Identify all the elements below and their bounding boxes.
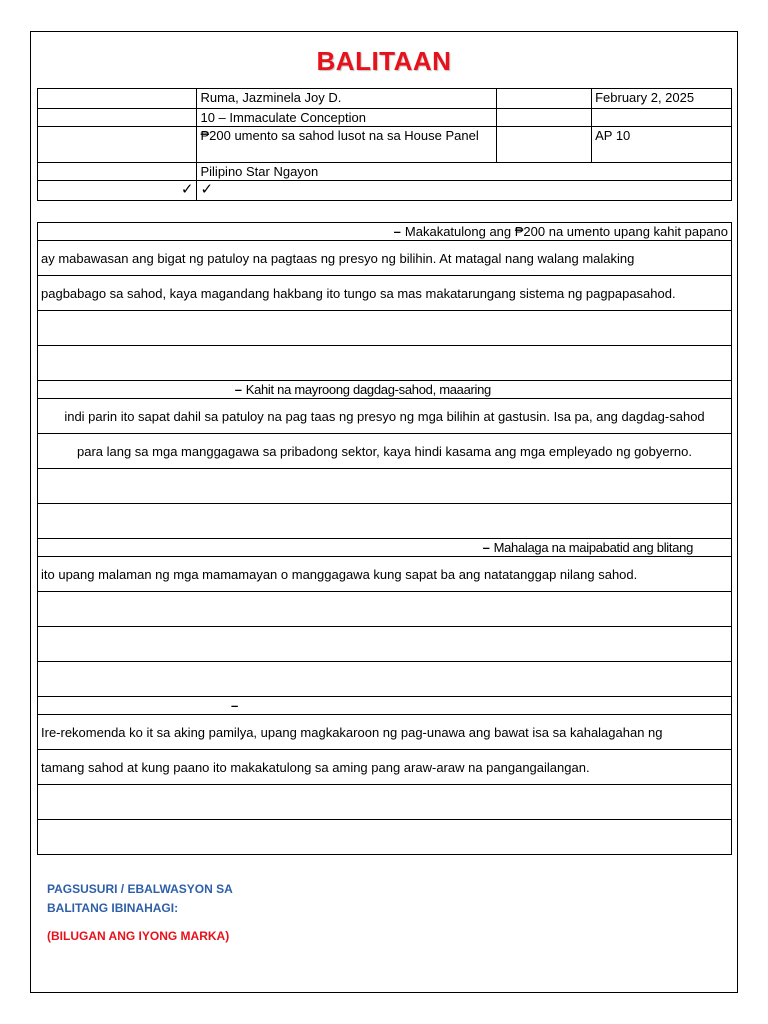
info-label-cell bbox=[38, 127, 197, 163]
dash-marker: – bbox=[234, 382, 242, 397]
evaluation-heading-line-2: BALITANG IBINAHAGI: bbox=[47, 901, 179, 915]
section-4-line-2: tamang sahod at kung paano ito makakatulong sa aming pang araw-araw na pangangailangan. bbox=[38, 750, 732, 785]
report-date: February 2, 2025 bbox=[592, 89, 732, 109]
info-label-cell bbox=[38, 163, 197, 181]
section-1-header bbox=[38, 223, 732, 241]
info-value-cell bbox=[592, 109, 732, 127]
blank-line bbox=[38, 311, 732, 346]
section-3-line-1: ito upang malaman ng mga mamamayan o manggagawa kung sapat ba ang natatanggap nilang sahod. bbox=[38, 557, 732, 592]
subject-code: AP 10 bbox=[592, 127, 732, 163]
dash-marker: – bbox=[393, 224, 401, 239]
blank-line bbox=[38, 820, 732, 855]
info-label-cell bbox=[497, 109, 592, 127]
section-4-line-1: Ire-rekomenda ko it sa aking pamilya, upang magkakaroon ng pag-unawa ang bawat isa sa kahalagahan ng bbox=[38, 715, 732, 750]
student-name: Ruma, Jazminela Joy D. bbox=[197, 89, 497, 109]
page-title: BALITAAN bbox=[316, 46, 452, 76]
section-3-header-text: Mahalaga na maipabatid ang blitang bbox=[493, 540, 693, 555]
section-1-header-text: Makakatulong ang ₱200 na umento upang kahit papano bbox=[404, 224, 728, 239]
section-1-line-1: ay mabawasan ang bigat ng patuloy na pagtaas ng presyo ng bilihin. At matagal nang walang malaking bbox=[38, 241, 732, 276]
check-mark-left: ✓ bbox=[38, 181, 197, 201]
news-analysis-table bbox=[37, 222, 732, 855]
section-1-line-2: pagbabago sa sahod, kaya magandang hakbang ito tungo sa mas makatarungang sistema ng pagpapasahod. bbox=[38, 276, 732, 311]
section-3-header bbox=[38, 539, 732, 557]
info-label-cell bbox=[497, 89, 592, 109]
section-2-line-2: para lang sa mga manggagawa sa pribadong sektor, kaya hindi kasama ang mga empleyado ng gobyerno. bbox=[38, 434, 732, 469]
blank-line bbox=[38, 469, 732, 504]
blank-line bbox=[38, 504, 732, 539]
blank-line bbox=[38, 662, 732, 697]
blank-line bbox=[38, 785, 732, 820]
info-table bbox=[37, 88, 732, 201]
evaluation-heading-line-1: PAGSUSURI / EBALWASYON SA bbox=[47, 882, 233, 896]
section-2-line-1: indi parin ito sapat dahil sa patuloy na pag taas ng presyo ng mga bilihin at gastusin. Isa pa, ang dagdag-sahod bbox=[38, 399, 732, 434]
news-source: Pilipino Star Ngayon bbox=[197, 163, 732, 181]
section-2-header bbox=[38, 381, 732, 399]
dash-marker: – bbox=[482, 540, 490, 555]
blank-line bbox=[38, 627, 732, 662]
student-section: 10 – Immaculate Conception bbox=[197, 109, 497, 127]
info-label-cell bbox=[38, 109, 197, 127]
check-mark-right: ✓ bbox=[197, 181, 732, 201]
evaluation-heading bbox=[47, 880, 233, 918]
worksheet-page bbox=[30, 31, 738, 993]
info-label-cell bbox=[497, 127, 592, 163]
news-headline: ₱200 umento sa sahod lusot na sa House Panel bbox=[197, 127, 497, 163]
dash-marker: – bbox=[231, 698, 239, 713]
section-4-header bbox=[38, 697, 732, 715]
blank-line bbox=[38, 592, 732, 627]
grading-instruction: (BILUGAN ANG IYONG MARKA) bbox=[47, 929, 230, 943]
info-label-cell bbox=[38, 89, 197, 109]
blank-line bbox=[38, 346, 732, 381]
section-2-header-text: Kahit na mayroong dagdag-sahod, maaaring bbox=[245, 382, 491, 397]
